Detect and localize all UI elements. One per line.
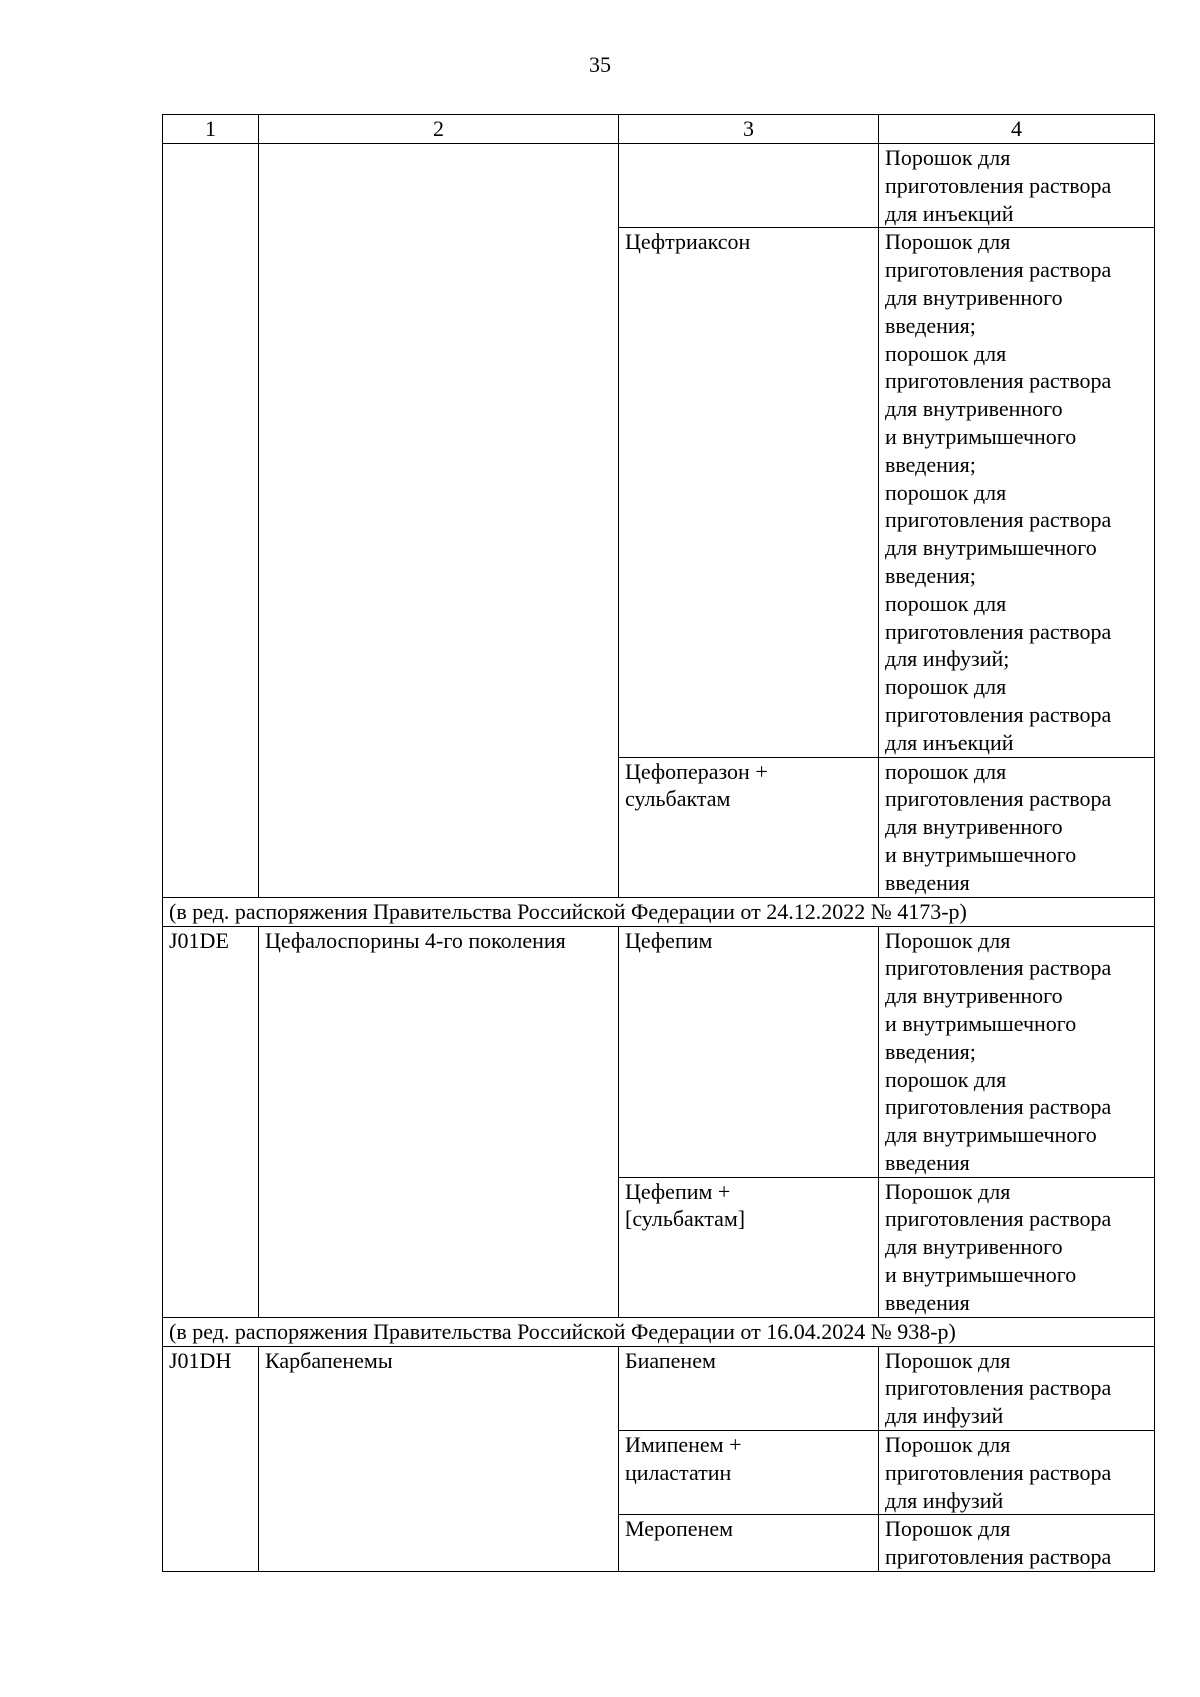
drug-table	[162, 114, 1155, 1572]
group-name-cell: Карбапенемы	[259, 1346, 619, 1571]
dosage-forms-cell: Порошок для приготовления раствора	[879, 1515, 1155, 1572]
drug-name-cell	[619, 144, 879, 228]
amendment-note: (в ред. распоряжения Правительства Российской Федерации от 24.12.2022 № 4173-р)	[163, 897, 1155, 926]
column-header-1: 1	[163, 115, 259, 144]
drug-name-cell: Цефоперазон + сульбактам	[619, 757, 879, 897]
code-cell: J01DE	[163, 926, 259, 1317]
column-header-2: 2	[259, 115, 619, 144]
table-row	[163, 1346, 1155, 1430]
drug-name-cell: Цефтриаксон	[619, 228, 879, 757]
dosage-forms-cell: Порошок для приготовления раствора для инфузий	[879, 1431, 1155, 1515]
drug-name-cell: Цефепим	[619, 926, 879, 1177]
column-header-row	[163, 115, 1155, 144]
group-name-cell: Цефалоспорины 4-го поколения	[259, 926, 619, 1317]
table-row	[163, 144, 1155, 228]
dosage-forms-cell: Порошок для приготовления раствора для внутривенного и внутримышечного введения	[879, 1177, 1155, 1317]
amendment-note-row	[163, 897, 1155, 926]
drug-name-cell: Имипенем + циластатин	[619, 1431, 879, 1515]
drug-name-cell: Меропенем	[619, 1515, 879, 1572]
code-cell: J01DH	[163, 1346, 259, 1571]
drug-name-cell: Биапенем	[619, 1346, 879, 1430]
amendment-note-row	[163, 1317, 1155, 1346]
column-header-4: 4	[879, 115, 1155, 144]
column-header-3: 3	[619, 115, 879, 144]
dosage-forms-cell: Порошок для приготовления раствора для инъекций	[879, 144, 1155, 228]
dosage-forms-cell: Порошок для приготовления раствора для внутривенного и внутримышечного введения; порошок для приготовления раствора для внутримышечного введения	[879, 926, 1155, 1177]
dosage-forms-cell: порошок для приготовления раствора для внутривенного и внутримышечного введения	[879, 757, 1155, 897]
drug-name-cell: Цефепим + [сульбактам]	[619, 1177, 879, 1317]
group-name-cell	[259, 144, 619, 898]
table-row	[163, 926, 1155, 1177]
code-cell	[163, 144, 259, 898]
page-number: 35	[589, 52, 611, 77]
dosage-forms-cell: Порошок для приготовления раствора для инфузий	[879, 1346, 1155, 1430]
dosage-forms-cell: Порошок для приготовления раствора для внутривенного введения; порошок для приготовления раствора для внутривенного и внутримышечного введения; порошок для приготовления раствора для внутримышечного введения; порошок для приготовления раствора для инфузий; порошок для приготовления раствора для инъекций	[879, 228, 1155, 757]
amendment-note: (в ред. распоряжения Правительства Российской Федерации от 16.04.2024 № 938-р)	[163, 1317, 1155, 1346]
